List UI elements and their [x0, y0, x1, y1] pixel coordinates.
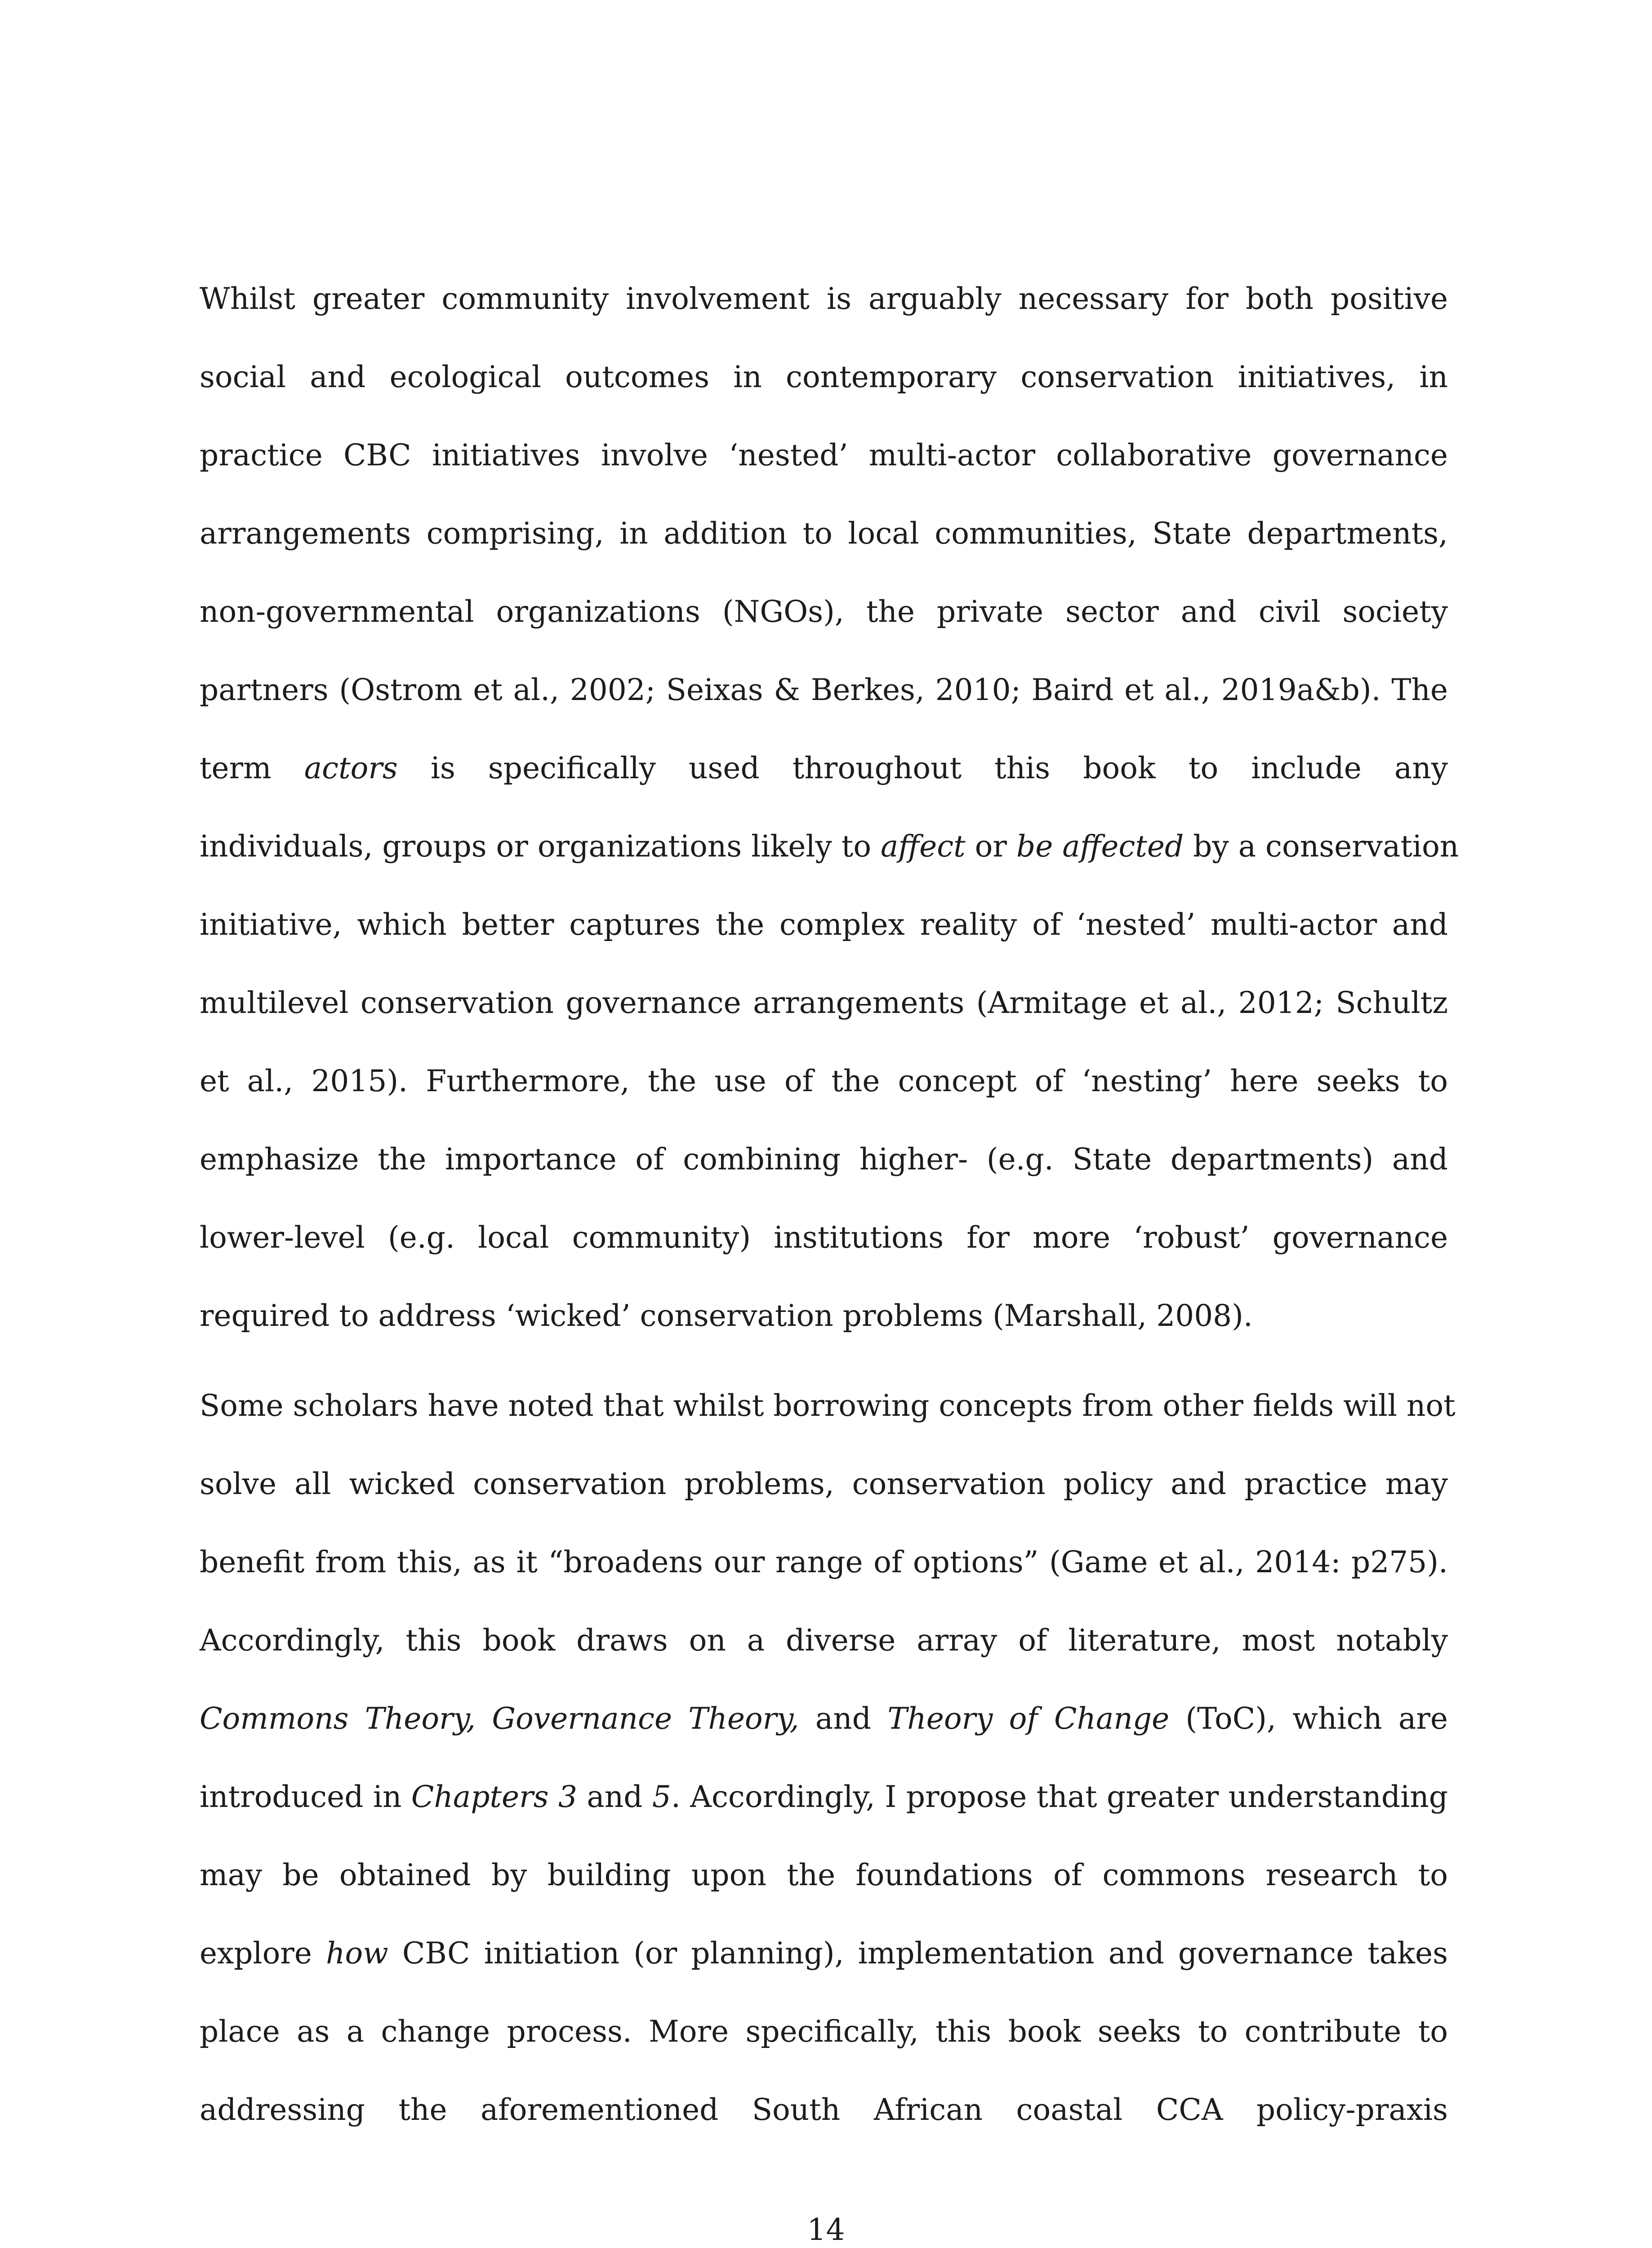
text-segment: addressing the aforementioned South African coastal CCA policy-praxis: [200, 2092, 1448, 2127]
paragraph: [200, 1367, 1456, 2149]
text-segment: CBC initiation (or planning), implementation and governance takes: [388, 1936, 1448, 1971]
italic-text: 5: [652, 1780, 671, 1814]
text-segment: individuals, groups or organizations likely to: [200, 829, 881, 864]
text-line: [200, 338, 1448, 416]
text-segment: Some scholars have noted that whilst borrowing concepts from other fields will not: [200, 1388, 1456, 1423]
text-segment: may be obtained by building upon the foundations of commons research to: [200, 1858, 1448, 1892]
text-segment: non-governmental organizations (NGOs), the private sector and civil society: [200, 594, 1448, 629]
text-line: [200, 1601, 1448, 1680]
text-segment: place as a change process. More specifically, this book seeks to contribute to: [200, 2014, 1448, 2049]
text-segment: introduced in: [200, 1780, 411, 1814]
text-segment: term: [200, 751, 304, 785]
text-segment: arrangements comprising, in addition to local communities, State departments,: [200, 516, 1448, 551]
text-segment: emphasize the importance of combining higher- (e.g. State departments) and: [200, 1142, 1448, 1177]
text-segment: practice CBC initiatives involve ‘nested’ multi-actor collaborative governance: [200, 438, 1448, 473]
italic-text: be affected: [1016, 829, 1184, 864]
text-segment: is specifically used throughout this book to include any: [397, 751, 1448, 785]
text-segment: and: [577, 1780, 652, 1814]
text-line: [200, 886, 1448, 964]
text-line: [200, 1523, 1448, 1601]
italic-text: Theory of Change: [887, 1701, 1170, 1736]
text-line: [200, 964, 1448, 1042]
text-line: [200, 416, 1448, 495]
text-line: [200, 807, 1459, 886]
text-segment: explore: [200, 1936, 326, 1971]
text-line: [200, 1680, 1448, 1758]
paragraph: [200, 260, 1459, 1355]
text-segment: (ToC), which are: [1169, 1701, 1448, 1736]
text-line: [200, 1914, 1448, 1993]
text-line: [200, 495, 1448, 573]
text-segment: solve all wicked conservation problems, conservation policy and practice may: [200, 1467, 1448, 1501]
text-segment: initiative, which better captures the complex reality of ‘nested’ multi-actor and: [200, 907, 1448, 942]
text-line: [200, 1120, 1448, 1199]
text-segment: Accordingly, this book draws on a diverse array of literature, most notably: [200, 1623, 1448, 1658]
text-segment: multilevel conservation governance arrangements (Armitage et al., 2012; Schultz: [200, 986, 1448, 1020]
italic-text: Chapters 3: [411, 1780, 577, 1814]
text-segment: partners (Ostrom et al., 2002; Seixas & Berkes, 2010; Baird et al., 2019a&b). The: [200, 673, 1448, 707]
text-line: [200, 573, 1448, 651]
text-segment: benefit from this, as it “broadens our range of options” (Game et al., 2014: p275).: [200, 1545, 1448, 1579]
italic-text: affect: [881, 829, 966, 864]
text-line: [200, 1042, 1448, 1120]
text-line: [200, 1836, 1448, 1914]
text-line: [200, 651, 1448, 729]
text-line: [200, 1993, 1448, 2071]
page-number: 14: [807, 2212, 845, 2247]
text-segment: Whilst greater community involvement is arguably necessary for both positive: [200, 281, 1448, 316]
italic-text: actors: [304, 751, 398, 785]
text-segment: by a conservation: [1184, 829, 1459, 864]
text-line: [200, 2071, 1448, 2149]
text-line: [200, 1445, 1448, 1523]
text-segment: . Accordingly, I propose that greater understanding: [671, 1780, 1448, 1814]
text-segment: required to address ‘wicked’ conservation problems (Marshall, 2008).: [200, 1298, 1253, 1333]
italic-text: how: [326, 1936, 388, 1971]
italic-text: Commons Theory, Governance Theory,: [200, 1701, 799, 1736]
text-segment: lower-level (e.g. local community) institutions for more ‘robust’ governance: [200, 1220, 1448, 1255]
text-line: [200, 1367, 1456, 1445]
text-line: [200, 260, 1448, 338]
text-segment: et al., 2015). Furthermore, the use of the concept of ‘nesting’ here seeks to: [200, 1064, 1448, 1098]
text-segment: and: [799, 1701, 888, 1736]
text-segment: or: [965, 829, 1016, 864]
text-line: [200, 1277, 1448, 1355]
text-line: [200, 729, 1448, 807]
text-line: [200, 1758, 1448, 1836]
text-line: [200, 1199, 1448, 1277]
text-segment: social and ecological outcomes in contemporary conservation initiatives, in: [200, 360, 1448, 394]
